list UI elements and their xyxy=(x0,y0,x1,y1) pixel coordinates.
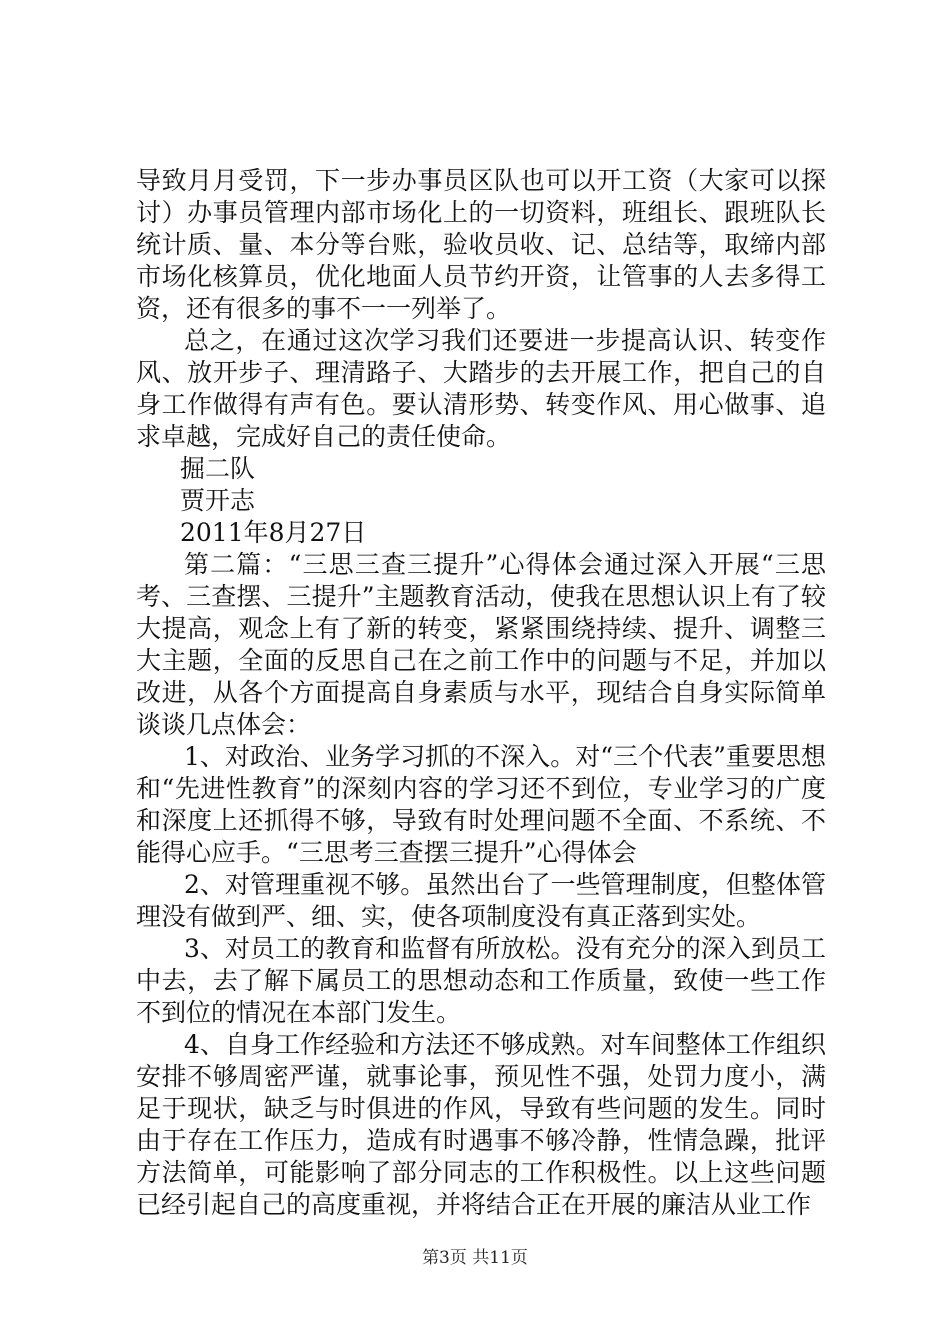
document-body xyxy=(136,165,826,1221)
paragraph-point-2: 2、对管理重视不够。虽然出台了一些管理制度，但整体管理没有做到严、细、实，使各项制度没有真正落到实处。 xyxy=(136,870,826,931)
page-number-footer: 第3页 共11页 xyxy=(422,1248,528,1268)
signature-date: 2011年8月27日 xyxy=(180,518,367,547)
paragraph-summary: 总之，在通过这次学习我们还要进一步提高认识、转变作风、放开步子、理清路子、大踏步的去开展工作，把自己的自身工作做得有声有色。要认清形势、转变作风、用心做事、追求卓越，完成好自己的责任使命。 xyxy=(136,326,826,451)
paragraph-point-3: 3、对员工的教育和监督有所放松。没有充分的深入到员工中去，去了解下属员工的思想动态和工作质量，致使一些工作不到位的情况在本部门发生。 xyxy=(136,934,826,1027)
paragraph-part-two-intro: 第二篇：“三思三查三提升”心得体会通过深入开展“三思考、三查摆、三提升”主题教育活动，使我在思想认识上有了较大提高，观念上有了新的转变，紧紧围绕持续、提升、调整三大主题，全面的反思自己在之前工作中的问题与不足，并加以改进，从各个方面提高自身素质与水平，现结合自身实际简单谈谈几点体会： xyxy=(136,550,826,739)
signature-unit: 掘二队 xyxy=(180,454,256,483)
signature-name: 贾开志 xyxy=(180,486,256,515)
paragraph-point-4: 4、自身工作经验和方法还不够成熟。对车间整体工作组织安排不够周密严谨，就事论事，预见性不强，处罚力度小，满足于现状，缺乏与时俱进的作风，导致有些问题的发生。同时由于存在工作压力，造成有时遇事不够冷静，性情急躁，批评方法简单，可能影响了部分同志的工作积极性。以上这些问题已经引起自己的高度重视，并将结合正在开展的廉洁从业工作 xyxy=(136,1030,826,1219)
paragraph-continuation: 导致月月受罚，下一步办事员区队也可以开工资（大家可以探讨）办事员管理内部市场化上的一切资料，班组长、跟班队长统计质、量、本分等台账，验收员收、记、总结等，取缔内部市场化核算员，优化地面人员节约开资，让管事的人去多得工资，还有很多的事不一一列举了。 xyxy=(136,166,826,323)
paragraph-point-1: 1、对政治、业务学习抓的不深入。对“三个代表”重要思想和“先进性教育”的深刻内容的学习还不到位，专业学习的广度和深度上还抓得不够，导致有时处理问题不全面、不系统、不能得心应手。“三思考三查摆三提升”心得体会 xyxy=(136,742,826,867)
